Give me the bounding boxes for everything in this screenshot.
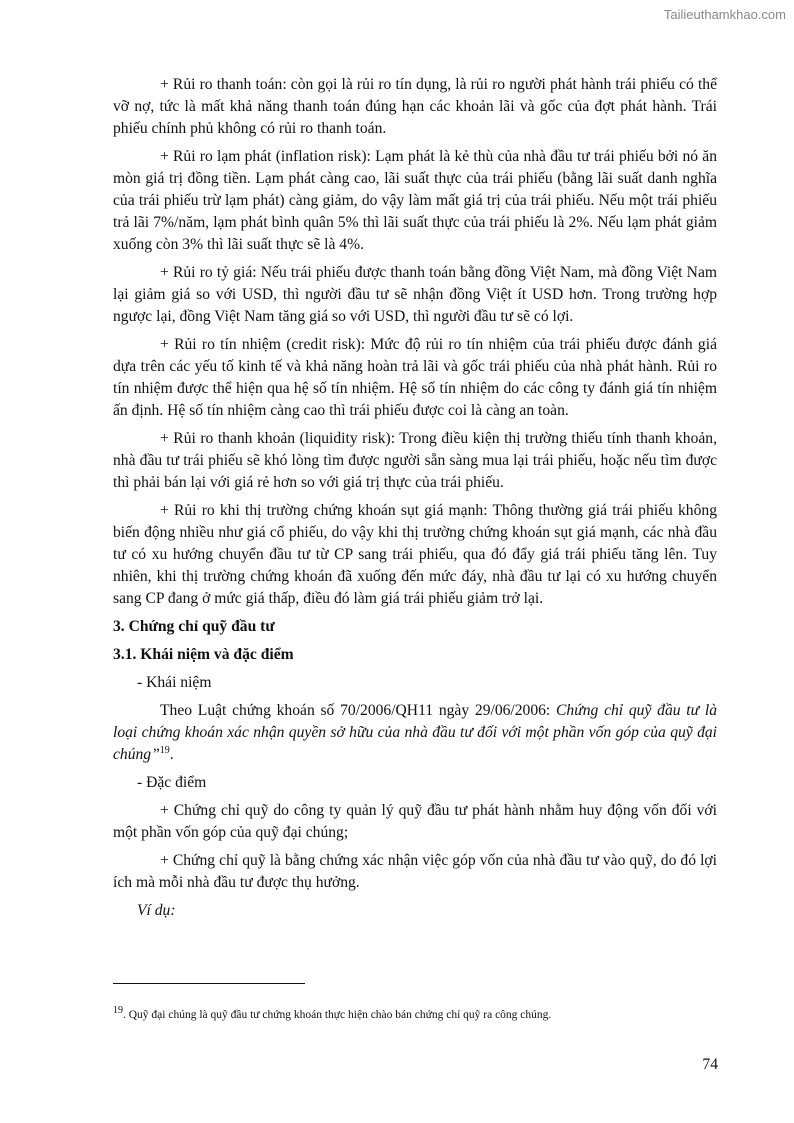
concept-intro: Theo Luật chứng khoán số 70/2006/QH11 ngày 29/06/2006: [160, 702, 557, 719]
concept-definition-text: Chứng chỉ quỹ đầu tư là loại chứng khoán xác nhận quyền sở hữu của nhà đầu tư đối với một phần vốn góp của quỹ đại chúng” [113, 702, 717, 763]
paragraph-payment-risk: + Rủi ro thanh toán: còn gọi là rủi ro tín dụng, là rủi ro người phát hành trái phiếu có thể vỡ nợ, tức là mất khả năng thanh toán đúng hạn các khoản lãi và gốc của đợt phát hành. Trái phiếu chính phủ không có rủi ro thanh toán. [113, 76, 717, 137]
paragraph-credit-risk: + Rủi ro tín nhiệm (credit risk): Mức độ rủi ro tín nhiệm của trái phiếu được đánh giá dựa trên các yếu tố kinh tế và khả năng hoàn trả lãi và gốc trái phiếu của nhà phát hành. Rủi ro tín nhiệm được thể hiện qua hệ số tín nhiệm. Hệ số tín nhiệm do các công ty đánh giá tín nhiệm ấn định. Hệ số tín nhiệm càng cao thì trái phiếu được coi là càng an toàn. [113, 336, 717, 419]
concept-end: . [169, 746, 174, 763]
footnote-number: 19 [113, 1005, 123, 1017]
paragraph-exchange-risk: + Rủi ro tỷ giá: Nếu trái phiếu được thanh toán bằng đồng Việt Nam, mà đồng Việt Nam lại giảm giá so với USD, thì người đầu tư sẽ nhận đồng Việt ít USD hơn. Trong trường hợp ngược lại, đồng Việt Nam tăng giá so với USD, thì người đầu tư sẽ có lợi. [113, 264, 717, 325]
page-body [113, 74, 717, 928]
watermark: Tailieuthamkhao.com [663, 7, 786, 22]
concept-definition [113, 700, 717, 766]
footnote-reference: 19 [159, 744, 170, 756]
paragraph-market-drop-risk: + Rủi ro khi thị trường chứng khoán sụt giá mạnh: Thông thường giá trái phiếu không biến động nhiều như giá cổ phiếu, do vậy khi thị trường chứng khoán sụt giá mạnh, các nhà đầu tư có xu hướng chuyển đầu tư từ CP sang trái phiếu, qua đó đẩy giá trái phiếu tăng lên. Tuy nhiên, khi thị trường chứng khoán đã xuống đến mức đáy, nhà đầu tư lại có xu hướng chuyển sang CP đang ở mức giá thấp, điều đó làm giá trái phiếu giảm trở lại. [113, 502, 717, 607]
paragraph-liquidity-risk: + Rủi ro thanh khoản (liquidity risk): Trong điều kiện thị trường thiếu tính thanh khoản, nhà đầu tư trái phiếu sẽ khó lòng tìm được người sẵn sàng mua lại trái phiếu, hoặc nếu tìm được thì phải bán lại với giá rẻ hơn so với giá trị thực của trái phiếu. [113, 430, 717, 491]
section-heading-3: 3. Chứng chỉ quỹ đầu tư [113, 618, 275, 635]
feature-1: + Chứng chỉ quỹ do công ty quản lý quỹ đầu tư phát hành nhằm huy động vốn đối với một phần vốn góp của quỹ đại chúng; [113, 802, 717, 841]
example-label: Ví dụ: [137, 902, 176, 919]
feature-2: + Chứng chỉ quỹ là bằng chứng xác nhận việc góp vốn của nhà đầu tư vào quỹ, do đó lợi ích mà mỗi nhà đầu tư được thụ hưởng. [113, 852, 717, 891]
section-heading-3-1: 3.1. Khái niệm và đặc điểm [113, 646, 294, 663]
footnote [113, 1005, 717, 1023]
concept-label: - Khái niệm [137, 674, 212, 691]
paragraph-inflation-risk: + Rủi ro lạm phát (inflation risk): Lạm phát là kẻ thù của nhà đầu tư trái phiếu bởi nó ăn mòn giá trị đồng tiền. Lạm phát càng cao, lãi suất thực của trái phiếu (bằng lãi suất danh nghĩa của trái phiếu trừ lạm phát) càng giảm, do vậy làm mất giá trị của trái phiếu. Nếu một trái phiếu trả lãi 7%/năm, lạm phát bình quân 5% thì lãi suất thực của trái phiếu là 2%. Nếu lạm phát giảm xuống còn 3% thì lãi suất thực sẽ là 4%. [113, 148, 717, 253]
features-label: - Đặc điểm [137, 774, 207, 791]
footnote-divider [113, 983, 305, 984]
footnote-text: . Quỹ đại chúng là quỹ đầu tư chứng khoán thực hiện chào bán chứng chỉ quỹ ra công chúng. [123, 1009, 552, 1021]
page-number: 74 [702, 1056, 718, 1073]
